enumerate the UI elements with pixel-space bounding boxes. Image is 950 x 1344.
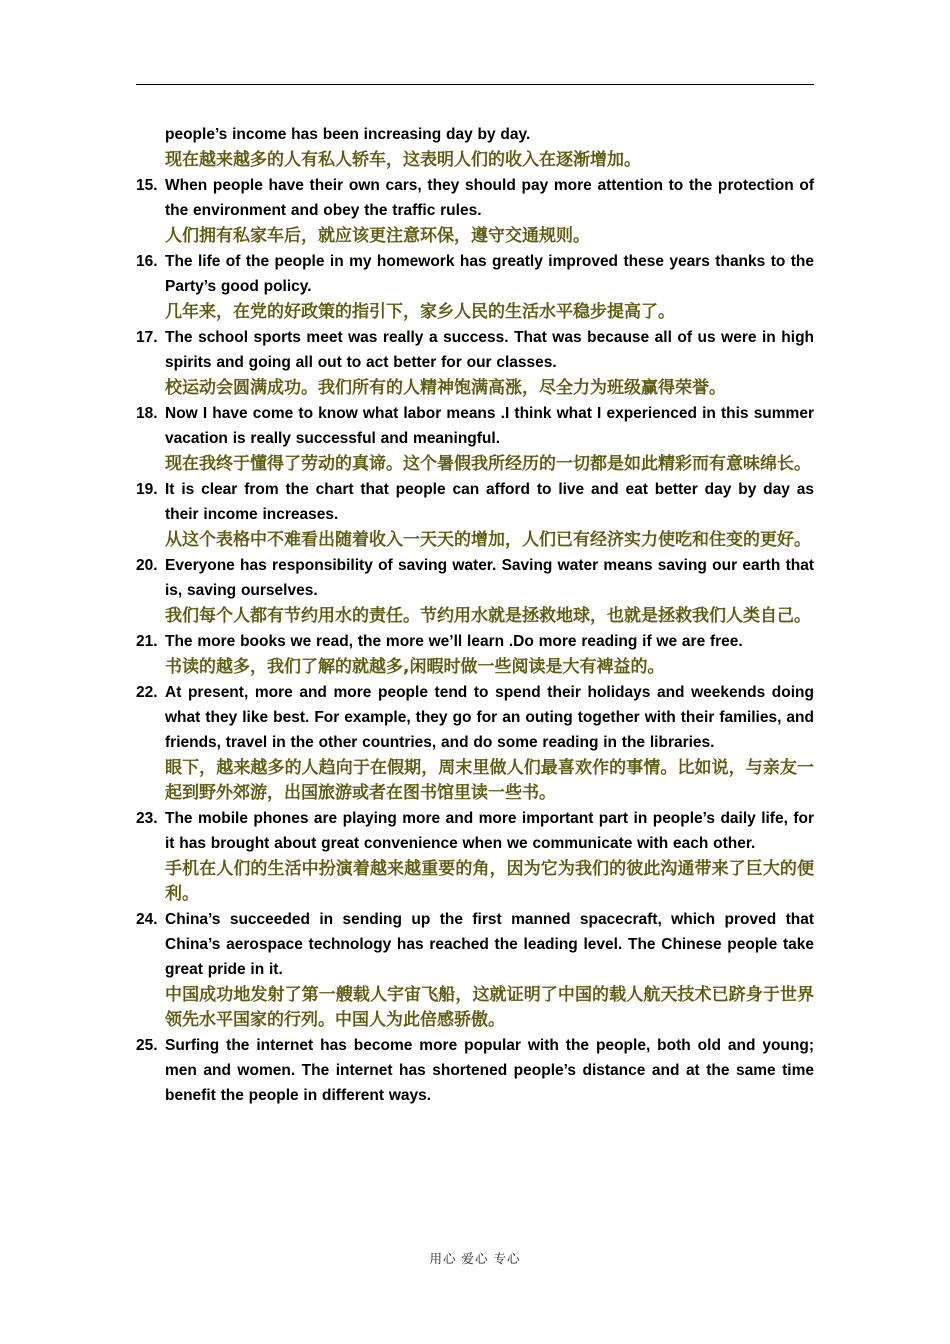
item-number: 24.: [136, 911, 158, 928]
item-number: 22.: [136, 684, 158, 701]
item-number: 18.: [136, 405, 158, 422]
chinese-translation: 手机在人们的生活中扮演着越来越重要的角，因为它为我们的彼此沟通带来了巨大的便利。: [165, 859, 814, 904]
item-number: 21.: [136, 633, 158, 650]
list-item: [136, 325, 814, 401]
item-number: 20.: [136, 557, 158, 574]
list-item: [136, 907, 814, 1033]
header-rule: [136, 84, 814, 85]
chinese-translation: 校运动会圆满成功。我们所有的人精神饱满高涨，尽全力为班级赢得荣誉。: [165, 378, 726, 398]
chinese-translation: 我们每个人都有节约用水的责任。节约用水就是拯救地球，也就是拯救我们人类自己。: [165, 606, 811, 626]
list-item: [136, 122, 814, 173]
item-number: 17.: [136, 329, 158, 346]
sentence-list: [136, 122, 814, 1108]
english-sentence: people’s income has been increasing day by day.: [165, 126, 531, 143]
chinese-translation: 中国成功地发射了第一艘载人宇宙飞船，这就证明了中国的载人航天技术已跻身于世界领先水平国家的行列。中国人为此倍感骄傲。: [165, 985, 814, 1030]
list-item: [136, 401, 814, 477]
list-item: [136, 680, 814, 806]
chinese-translation: 几年来，在党的好政策的指引下，家乡人民的生活水平稳步提高了。: [165, 302, 675, 322]
list-item: [136, 477, 814, 553]
list-item: [136, 806, 814, 907]
item-number: 23.: [136, 810, 158, 827]
english-sentence: The more books we read, the more we’ll learn .Do more reading if we are free.: [165, 633, 743, 650]
item-number: 16.: [136, 253, 158, 270]
english-sentence: Everyone has responsibility of saving water. Saving water means saving our earth that is, saving ourselves.: [165, 557, 814, 599]
english-sentence: At present, more and more people tend to spend their holidays and weekends doing what they like best. For example, they go for an outing together with their families, and friends, travel in the other countries, and do some reading in the libraries.: [165, 684, 814, 751]
english-sentence: The mobile phones are playing more and more important part in people’s daily life, for it has brought about great convenience when we communicate with each other.: [165, 810, 814, 852]
chinese-translation: 书读的越多，我们了解的就越多,闲暇时做一些阅读是大有裨益的。: [165, 657, 665, 677]
page-footer: 用心 爱心 专心: [429, 1251, 521, 1266]
chinese-translation: 眼下，越来越多的人趋向于在假期，周末里做人们最喜欢作的事情。比如说，与亲友一起到野外郊游，出国旅游或者在图书馆里读一些书。: [165, 758, 814, 803]
list-item: [136, 173, 814, 249]
chinese-translation: 现在越来越多的人有私人轿车，这表明人们的收入在逐渐增加。: [165, 150, 641, 170]
item-number: 15.: [136, 177, 158, 194]
list-item: [136, 249, 814, 325]
item-number: 19.: [136, 481, 158, 498]
chinese-translation: 现在我终于懂得了劳动的真谛。这个暑假我所经历的一切都是如此精彩而有意味绵长。: [165, 454, 811, 474]
english-sentence: Now I have come to know what labor means .I think what I experienced in this summer vacation is really successful and meaningful.: [165, 405, 814, 447]
chinese-translation: 人们拥有私家车后，就应该更注意环保，遵守交通规则。: [165, 226, 590, 246]
english-sentence: China’s succeeded in sending up the first manned spacecraft, which proved that China’s aerospace technology has reached the leading level. The Chinese people take great pride in it.: [165, 911, 814, 978]
list-item: [136, 629, 814, 680]
english-sentence: When people have their own cars, they should pay more attention to the protection of the environment and obey the traffic rules.: [165, 177, 814, 219]
english-sentence: It is clear from the chart that people can afford to live and eat better day by day as their income increases.: [165, 481, 814, 523]
list-item: [136, 553, 814, 629]
list-item: [136, 1033, 814, 1108]
english-sentence: The school sports meet was really a success. That was because all of us were in high spirits and going all out to act better for our classes.: [165, 329, 814, 371]
english-sentence: Surfing the internet has become more popular with the people, both old and young; men and women. The internet has shortened people’s distance and at the same time benefit the people in different ways.: [165, 1037, 814, 1104]
chinese-translation: 从这个表格中不难看出随着收入一天天的增加，人们已有经济实力使吃和住变的更好。: [165, 530, 811, 550]
item-number: 25.: [136, 1037, 158, 1054]
english-sentence: The life of the people in my homework has greatly improved these years thanks to the Party’s good policy.: [165, 253, 814, 295]
